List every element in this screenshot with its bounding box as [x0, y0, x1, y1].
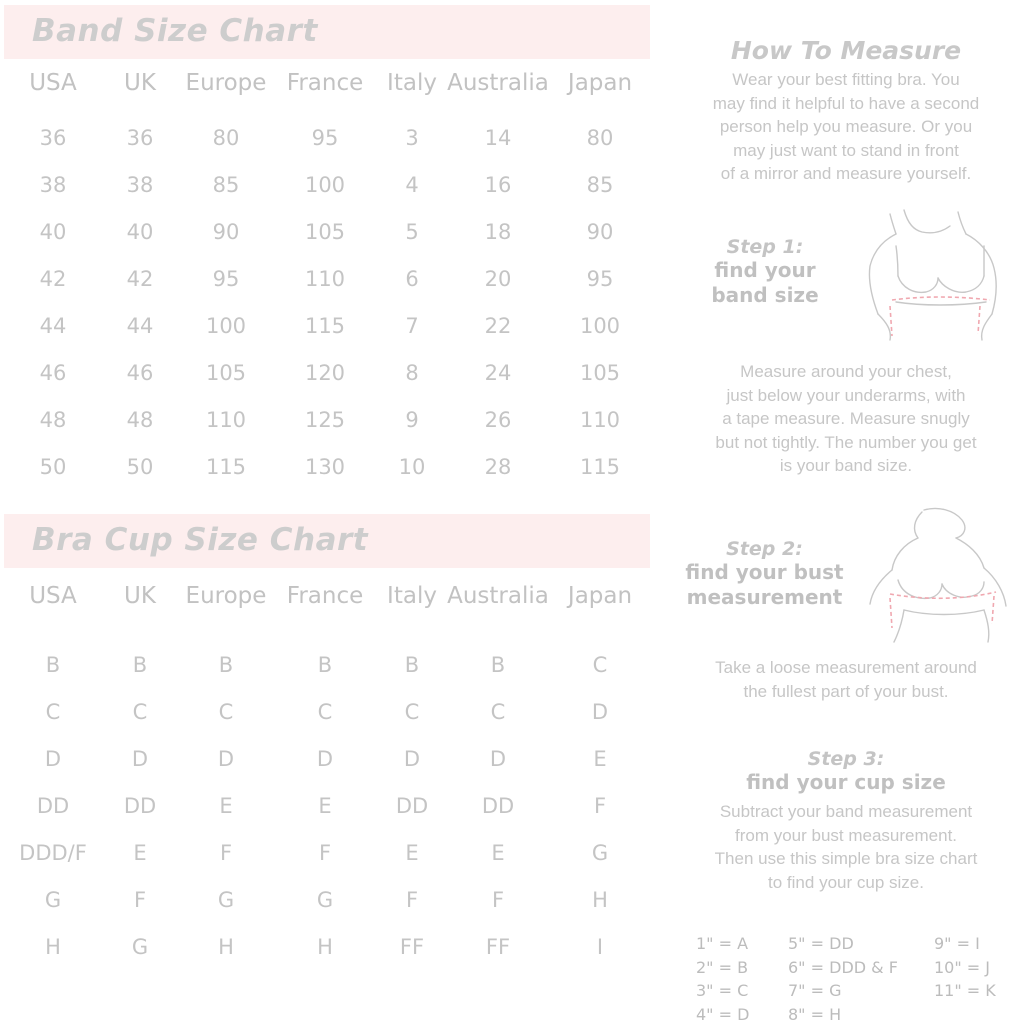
table-cell: G [316, 888, 334, 912]
table-cell: 28 [484, 455, 512, 479]
table-cell: 3 [405, 126, 419, 150]
table-cell: 115 [579, 455, 621, 479]
step2-heading-line: measurement [686, 585, 843, 609]
table-cell: 38 [39, 173, 67, 197]
table-cell: D [403, 747, 421, 771]
step3-text-line: to find your cup size. [768, 872, 924, 892]
table-cell: E [318, 794, 332, 818]
table-cell: C [404, 700, 420, 724]
table-cell: 4 [405, 173, 419, 197]
table-cell: 120 [304, 361, 346, 385]
table-cell: 100 [205, 314, 247, 338]
table-cell: 26 [484, 408, 512, 432]
band-chart-title: Band Size Chart [32, 13, 318, 49]
table-cell: B [45, 653, 61, 677]
table-cell: 14 [484, 126, 512, 150]
cup-key-item: 2" = B [696, 957, 749, 977]
step2-label: Step 2: [726, 538, 803, 560]
step3-text-line: Subtract your band measurement [719, 802, 973, 821]
table-cell: 125 [304, 408, 346, 432]
cup-key-item: 6" = DDD & F [788, 957, 898, 977]
table-cell: 115 [304, 314, 346, 338]
step1-heading-line: band size [711, 283, 819, 307]
table-cell: H [218, 935, 234, 959]
table-cell: G [44, 888, 62, 912]
table-cell: 85 [586, 173, 614, 197]
step1-text-line: Measure around your chest, [740, 362, 952, 381]
table-cell: 20 [484, 267, 512, 291]
table-cell: H [45, 935, 61, 959]
column-header: France [286, 70, 364, 96]
cup-key-item: 7" = G [788, 981, 842, 1000]
cup-chart-title: Bra Cup Size Chart [32, 522, 369, 558]
table-cell: C [132, 700, 148, 724]
table-cell: I [596, 935, 604, 959]
table-cell: 95 [212, 267, 240, 291]
step1-label: Step 1: [726, 236, 804, 258]
table-cell: 105 [205, 361, 247, 385]
table-cell: 36 [126, 126, 154, 150]
table-cell: C [317, 700, 333, 724]
intro-line: of a mirror and measure yourself. [720, 164, 972, 183]
table-cell: 50 [39, 455, 67, 479]
table-cell: D [489, 747, 507, 771]
table-cell: 44 [39, 314, 67, 338]
intro-line: person help you measure. Or you [719, 117, 973, 136]
how-to-measure-intro [668, 68, 1024, 186]
intro-line: may just want to stand in front [733, 140, 959, 160]
table-cell: 18 [484, 220, 512, 244]
table-cell: FF [399, 935, 425, 959]
cup-key-item: 5" = DD [788, 934, 854, 953]
table-cell: D [217, 747, 235, 771]
step1-text-line: but not tightly. The number you get [715, 432, 977, 452]
table-cell: 90 [586, 220, 614, 244]
column-header: Italy [387, 70, 437, 96]
table-cell: H [317, 935, 333, 959]
table-cell: 110 [579, 408, 621, 432]
table-cell: C [45, 700, 61, 724]
table-cell: 110 [304, 267, 346, 291]
step2-text [668, 656, 1024, 703]
table-cell: 85 [212, 173, 240, 197]
table-cell: B [404, 653, 420, 677]
table-cell: 42 [39, 267, 67, 291]
table-cell: 48 [39, 408, 67, 432]
table-cell: 24 [484, 361, 512, 385]
table-cell: F [405, 888, 419, 912]
table-cell: B [218, 653, 234, 677]
column-header: Japan [567, 583, 633, 609]
column-header: USA [29, 70, 77, 96]
cup-key-item: 10" = J [934, 957, 991, 977]
column-header: Japan [567, 70, 633, 96]
column-header: USA [29, 583, 77, 609]
table-cell: DD [481, 794, 515, 818]
table-cell: F [318, 841, 332, 865]
table-cell: C [592, 653, 608, 677]
table-cell: 22 [484, 314, 512, 338]
table-cell: B [132, 653, 148, 677]
table-cell: 40 [39, 220, 67, 244]
table-cell: H [592, 888, 608, 912]
table-cell: 50 [126, 455, 154, 479]
step3-text-line: Then use this simple bra size chart [714, 849, 978, 868]
intro-line: may find it helpful to have a second [712, 93, 980, 113]
table-cell: E [219, 794, 233, 818]
table-cell: 38 [126, 173, 154, 197]
table-cell: E [405, 841, 419, 865]
table-cell: 100 [579, 314, 621, 338]
table-cell: E [133, 841, 147, 865]
table-cell: D [316, 747, 334, 771]
step2-figure-illustration [864, 506, 1014, 646]
table-cell: 44 [126, 314, 154, 338]
column-header: Europe [185, 70, 267, 96]
table-cell: F [133, 888, 147, 912]
table-cell: DD [395, 794, 429, 818]
step2-text-line: Take a loose measurement around [715, 658, 977, 677]
column-header: Australia [447, 70, 549, 96]
table-cell: 130 [304, 455, 346, 479]
table-cell: E [593, 747, 607, 771]
table-cell: F [219, 841, 233, 865]
step1-heading-line: find your [714, 258, 816, 282]
step1-text-line: just below your underarms, with [726, 385, 966, 405]
cup-key-item: 1" = A [696, 934, 749, 953]
table-cell: 40 [126, 220, 154, 244]
table-cell: 90 [212, 220, 240, 244]
cup-chart-title-band [4, 514, 650, 568]
column-header: Europe [185, 583, 267, 609]
table-cell: D [591, 700, 609, 724]
step3-label: Step 3: [807, 748, 885, 770]
table-cell: 6 [405, 267, 419, 291]
intro-line: Wear your best fitting bra. You [732, 70, 960, 89]
cup-key-item: 11" = K [934, 981, 996, 1000]
table-cell: 80 [586, 126, 614, 150]
table-cell: 8 [405, 361, 419, 385]
cup-key-item: 8" = H [788, 1004, 842, 1024]
step3-text [668, 800, 1024, 894]
step2-label-block [672, 538, 857, 610]
table-cell: 9 [405, 408, 419, 432]
table-cell: F [593, 794, 607, 818]
table-cell: 42 [126, 267, 154, 291]
step1-text-line: is your band size. [779, 456, 913, 475]
table-cell: F [491, 888, 505, 912]
cup-key-item: 4" = D [696, 1004, 750, 1024]
column-header: Australia [447, 583, 549, 609]
table-cell: 105 [579, 361, 621, 385]
table-cell: DDD/F [19, 841, 87, 865]
table-cell: C [218, 700, 234, 724]
column-header: France [286, 583, 364, 609]
table-cell: G [131, 935, 149, 959]
step2-text-line: the fullest part of your bust. [743, 681, 949, 701]
table-cell: 36 [39, 126, 67, 150]
table-cell: 115 [205, 455, 247, 479]
column-header: UK [124, 583, 156, 609]
cup-key-item: 9" = I [934, 934, 980, 953]
table-cell: 80 [212, 126, 240, 150]
table-cell: G [591, 841, 609, 865]
band-chart-title-band [4, 5, 650, 59]
table-cell: 95 [586, 267, 614, 291]
table-cell: 46 [39, 361, 67, 385]
cup-key-item: 3" = C [696, 981, 749, 1000]
table-cell: G [217, 888, 235, 912]
table-cell: 46 [126, 361, 154, 385]
step3-text-line: from your bust measurement. [734, 825, 958, 845]
table-cell: 110 [205, 408, 247, 432]
step2-heading-line: find your bust [685, 560, 844, 584]
table-cell: D [44, 747, 62, 771]
table-cell: FF [485, 935, 511, 959]
table-cell: 100 [304, 173, 346, 197]
table-cell: 16 [484, 173, 512, 197]
how-to-measure-title: How To Measure [730, 36, 962, 65]
table-cell: C [490, 700, 506, 724]
step3-label-block [668, 748, 1024, 795]
table-cell: B [317, 653, 333, 677]
table-cell: B [490, 653, 506, 677]
column-header: UK [124, 70, 156, 96]
table-cell: DD [123, 794, 157, 818]
step1-text-line: a tape measure. Measure snugly [722, 409, 970, 428]
step3-heading: find your cup size [746, 770, 946, 794]
table-cell: 7 [405, 314, 419, 338]
step1-label-block [680, 236, 850, 308]
step1-text [668, 360, 1024, 478]
table-cell: 5 [405, 220, 419, 244]
table-cell: 48 [126, 408, 154, 432]
table-cell: E [491, 841, 505, 865]
table-cell: 105 [304, 220, 346, 244]
table-cell: 10 [398, 455, 426, 479]
table-cell: DD [36, 794, 70, 818]
table-cell: 95 [311, 126, 339, 150]
table-cell: D [131, 747, 149, 771]
column-header: Italy [387, 583, 437, 609]
step1-figure-illustration [862, 206, 1012, 346]
